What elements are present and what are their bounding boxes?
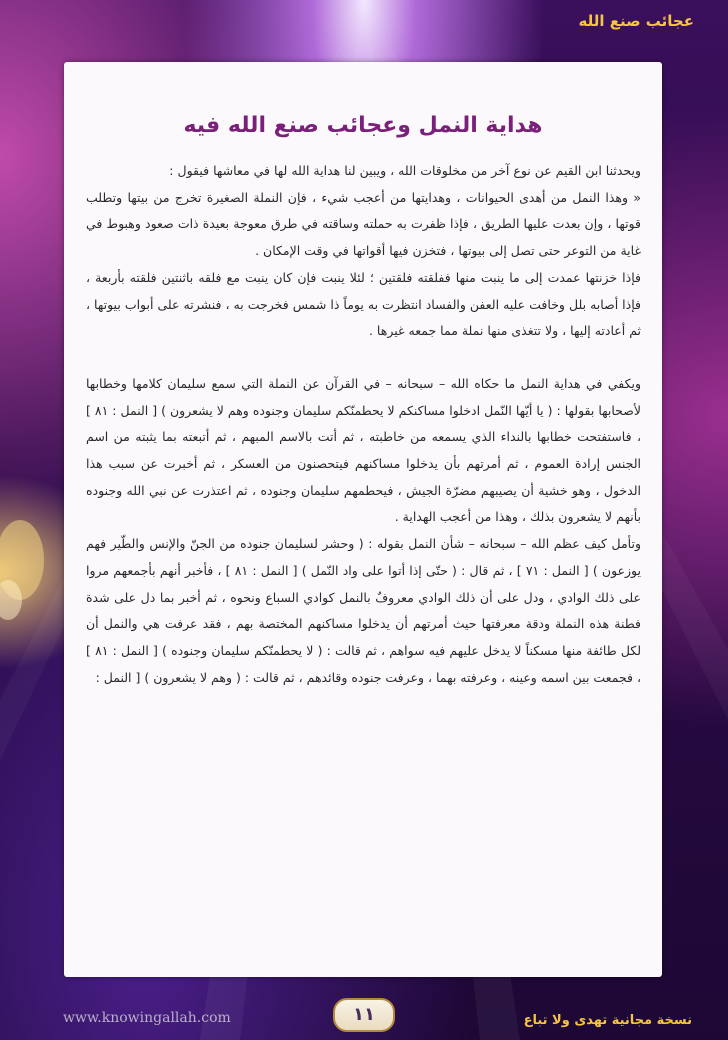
paragraph: وتأمل كيف عظم الله – سبحانه – شأن النمل بقوله : ( وحشر لسليمان جنوده من الجنّ والإنس والطّير فهم يوزعون ) [ النمل : ٧١ ] ، ثم قال : ( حتّى إذا أتوا على واد النّمل ) [ النمل : ٨١ ] ، فأخبر أنهم بأجمعهم مروا على ذلك الوادي ، ودل على أن ذلك الوادي معروفٌ بالنمل كوادي السباع ونحوه ، ثم أخبر بما دل على شدة فطنة هذه النملة ودقة معرفتها حيث أمرتهم أن يدخلوا مساكنهم المختصة بهم ، فقد عرفت هي والنمل أن لكل طائفة منها مسكناً لا يدخل عليهم فيه سواهم ، ثم قالت : ( لا يحطمنّكم سليمان وجنوده ) [ النمل : ٨١ ] ، فجمعت بين اسمه وعينه ، وعرفته بهما ، وعرفت جنوده وقائدهم ، ثم قالت : ( وهم لا يشعرون ) [ النمل :: [86, 536, 642, 685]
page-number: ١١: [333, 998, 395, 1032]
paragraph: ويحدثنا ابن القيم عن نوع آخر من مخلوقات الله ، ويبين لنا هداية الله لها في معاشها فيقول :: [169, 163, 641, 178]
website-link[interactable]: www.knowingallah.com: [63, 1010, 231, 1026]
book-title: عجائب صنع الله: [578, 12, 694, 30]
article-title: هداية النمل وعجائب صنع الله فيه: [183, 113, 543, 138]
free-copy-tagline: نسخة مجانية تهدى ولا تباع: [523, 1013, 692, 1028]
paragraph: « وهذا النمل من أهدى الحيوانات ، وهدايتها من أعجب شيء ، فإن النملة الصغيرة تخرج من بيتها وتطلب قوتها ، وإن بعدت عليها الطريق ، فإذا ظفرت به حملته وساقته في طرق معوجة بعيدة ذات صعود وهبوط في غاية من التوعر حتى تصل إلى بيوتها ، فتخزن فيها أقواتها في وقت الإمكان .: [86, 189, 641, 259]
paragraph: فإذا خزنتها عمدت إلى ما ينبت منها ففلقته فلقتين ؛ لئلا ينبت فإن كان ينبت مع فلقه باثنتين فلقته بأربعة ، فإذا أصابه بلل وخافت عليه العفن والفساد انتظرت به يوماً ذا شمس فخرجت به ، فنشرته على أبواب بيوتها ، ثم أعادته إليها ، ولا تتغذى منها نملة مما جمعه غيرها .: [86, 269, 641, 339]
article-body: [86, 158, 641, 691]
paragraph: ويكفي في هداية النمل ما حكاه الله – سبحانه – في القرآن عن النملة التي سمع سليمان كلامها وخطابها لأصحابها بقولها : ( يا أيّها النّمل ادخلوا مساكنكم لا يحطمنّكم سليمان وجنوده وهم لا يشعرون ) [ النمل : ٨١ ] ، فاستفتحت خطابها بالنداء الذي يسمعه من خاطبته ، ثم أتت بالاسم المبهم ، ثم أتبعته بما يثبته من اسم الجنس إرادة العموم ، ثم أمرتهم بأن يدخلوا مساكنهم فيتحصنون من العسكر ، ثم أخبرت عن سبب هذا الدخول ، وهو خشية أن يصيبهم مضرّة الجيش ، فيحطمهم سليمان وجنوده ، ثم اعتذرت عن نبي الله وجنوده بأنهم لا يشعرون بذلك ، وهذا من أعجب الهداية .: [86, 375, 641, 525]
